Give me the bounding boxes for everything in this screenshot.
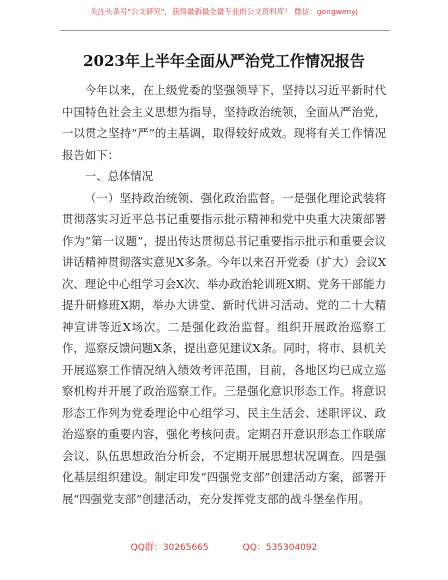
document-body — [62, 80, 386, 510]
intro-paragraph: 今年以来，在上级党委的坚强领导下，坚持以习近平新时代中国特色社会主义思想为指导，坚持政治统领，全面从严治党，一以贯之坚持“严”的主基调，取得较好成效。现将有关工作情况报告如下： — [62, 83, 386, 162]
document-title: 2023年上半年全面从严治党工作情况报告 — [83, 52, 365, 70]
footer-qq: QQ：535304092 — [242, 543, 318, 553]
footer-qq-group: QQ群：30265665 — [130, 543, 209, 553]
body-paragraph: （一）坚持政治统领、强化政治监督。一是强化理论武装将贯彻落实习近平总书记重要指示批示精神和党中央重大决策部署作为“第一议题”，提出传达贯彻总书记重要指示批示和重要会议讲话精神贯彻落实意见X多条。今年以来召开党委（扩大）会议X次、理论中心组学习会X次、举办政治轮训班X期、党务干部能力提升研修班X期，举办大讲堂、新时代讲习活动、党的二十大精神宣讲等近X场次。二是强化政治监督。组织开展政治巡察工作，巡察反馈问题X条，提出意见建议X条。同时，将市、县机关开展巡察工作情况纳入绩效考评范围，目前，各地区均已成立巡察机构并开展了政治巡察工作。三是强化意识形态工作。将意识形态工作列为党委理论中心组学习、民主生活会、述职评议、政治巡察的重要内容，强化考核问责。定期召开意识形态工作联席会议、队伍思想政治分析会，不定期开展思想状况调查。四是强化基层组织建设。制定印发“四强党支部”创建活动方案，部署开展“四强党支部”创建活动，充分发挥党支部的战斗堡垒作用。 — [62, 190, 386, 506]
header-divider — [60, 30, 390, 31]
footer-contact — [0, 540, 448, 553]
section-heading: 一、总体情况 — [84, 169, 154, 183]
header-banner: 关注头条号"公文研究"，获得最新最全最专业的公文资料库！ 微信：gongwenyj — [90, 7, 358, 16]
